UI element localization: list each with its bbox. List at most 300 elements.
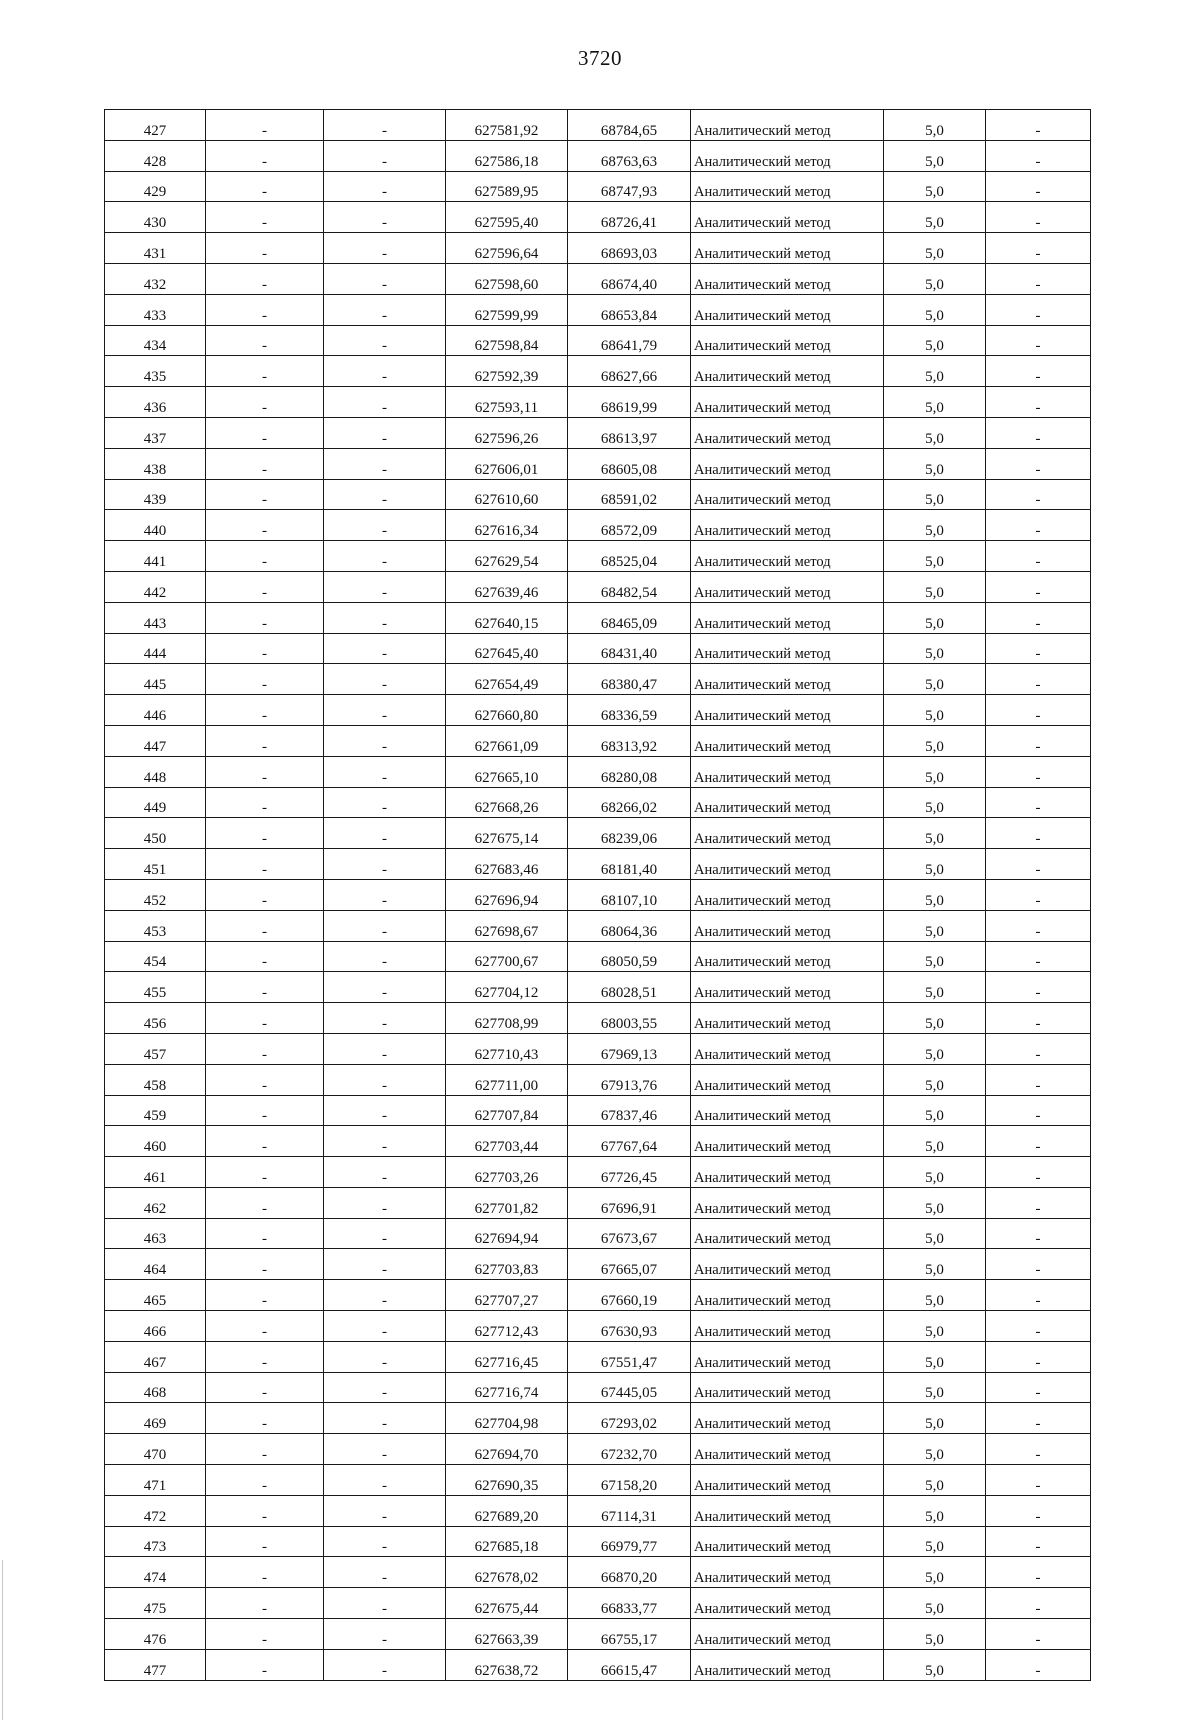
y-coordinate-cell: 68674,40 xyxy=(568,263,691,294)
method-cell: Аналитический метод xyxy=(691,1095,884,1126)
column-2-cell: - xyxy=(206,695,324,726)
accuracy-cell: 5,0 xyxy=(884,1557,986,1588)
x-coordinate-cell: 627616,34 xyxy=(446,510,568,541)
column-8-cell: - xyxy=(986,1465,1091,1496)
method-cell: Аналитический метод xyxy=(691,110,884,141)
column-2-cell: - xyxy=(206,448,324,479)
point-number-cell: 454 xyxy=(105,941,206,972)
x-coordinate-cell: 627663,39 xyxy=(446,1619,568,1650)
table-row xyxy=(105,1003,1091,1034)
accuracy-cell: 5,0 xyxy=(884,1187,986,1218)
method-cell: Аналитический метод xyxy=(691,263,884,294)
point-number-cell: 434 xyxy=(105,325,206,356)
column-2-cell: - xyxy=(206,1649,324,1680)
y-coordinate-cell: 67969,13 xyxy=(568,1033,691,1064)
column-3-cell: - xyxy=(324,510,446,541)
column-3-cell: - xyxy=(324,263,446,294)
accuracy-cell: 5,0 xyxy=(884,818,986,849)
y-coordinate-cell: 67114,31 xyxy=(568,1495,691,1526)
x-coordinate-cell: 627700,67 xyxy=(446,941,568,972)
column-3-cell: - xyxy=(324,1003,446,1034)
column-3-cell: - xyxy=(324,1403,446,1434)
column-2-cell: - xyxy=(206,1465,324,1496)
x-coordinate-cell: 627654,49 xyxy=(446,664,568,695)
table-row xyxy=(105,110,1091,141)
accuracy-cell: 5,0 xyxy=(884,1311,986,1342)
column-2-cell: - xyxy=(206,571,324,602)
table-row xyxy=(105,664,1091,695)
y-coordinate-cell: 68726,41 xyxy=(568,202,691,233)
table-row xyxy=(105,725,1091,756)
y-coordinate-cell: 68181,40 xyxy=(568,849,691,880)
y-coordinate-cell: 68313,92 xyxy=(568,725,691,756)
accuracy-cell: 5,0 xyxy=(884,541,986,572)
column-3-cell: - xyxy=(324,633,446,664)
column-3-cell: - xyxy=(324,541,446,572)
point-number-cell: 450 xyxy=(105,818,206,849)
table-row xyxy=(105,325,1091,356)
y-coordinate-cell: 67660,19 xyxy=(568,1280,691,1311)
y-coordinate-cell: 67837,46 xyxy=(568,1095,691,1126)
point-number-cell: 436 xyxy=(105,387,206,418)
accuracy-cell: 5,0 xyxy=(884,1126,986,1157)
point-number-cell: 458 xyxy=(105,1064,206,1095)
column-2-cell: - xyxy=(206,541,324,572)
column-8-cell: - xyxy=(986,387,1091,418)
column-8-cell: - xyxy=(986,1557,1091,1588)
table-row xyxy=(105,1588,1091,1619)
point-number-cell: 466 xyxy=(105,1311,206,1342)
y-coordinate-cell: 68465,09 xyxy=(568,602,691,633)
column-3-cell: - xyxy=(324,1218,446,1249)
y-coordinate-cell: 68336,59 xyxy=(568,695,691,726)
table-row xyxy=(105,1249,1091,1280)
column-8-cell: - xyxy=(986,879,1091,910)
x-coordinate-cell: 627703,83 xyxy=(446,1249,568,1280)
column-8-cell: - xyxy=(986,1187,1091,1218)
method-cell: Аналитический метод xyxy=(691,1557,884,1588)
point-number-cell: 428 xyxy=(105,140,206,171)
accuracy-cell: 5,0 xyxy=(884,602,986,633)
point-number-cell: 468 xyxy=(105,1372,206,1403)
method-cell: Аналитический метод xyxy=(691,1465,884,1496)
method-cell: Аналитический метод xyxy=(691,356,884,387)
table-row xyxy=(105,1064,1091,1095)
x-coordinate-cell: 627703,44 xyxy=(446,1126,568,1157)
column-8-cell: - xyxy=(986,1434,1091,1465)
accuracy-cell: 5,0 xyxy=(884,1341,986,1372)
point-number-cell: 430 xyxy=(105,202,206,233)
point-number-cell: 467 xyxy=(105,1341,206,1372)
y-coordinate-cell: 68107,10 xyxy=(568,879,691,910)
x-coordinate-cell: 627694,70 xyxy=(446,1434,568,1465)
method-cell: Аналитический метод xyxy=(691,664,884,695)
y-coordinate-cell: 67767,64 xyxy=(568,1126,691,1157)
y-coordinate-cell: 67630,93 xyxy=(568,1311,691,1342)
method-cell: Аналитический метод xyxy=(691,233,884,264)
method-cell: Аналитический метод xyxy=(691,1341,884,1372)
column-8-cell: - xyxy=(986,602,1091,633)
y-coordinate-cell: 68605,08 xyxy=(568,448,691,479)
column-3-cell: - xyxy=(324,571,446,602)
x-coordinate-cell: 627610,60 xyxy=(446,479,568,510)
point-number-cell: 431 xyxy=(105,233,206,264)
column-8-cell: - xyxy=(986,1218,1091,1249)
point-number-cell: 433 xyxy=(105,294,206,325)
y-coordinate-cell: 68627,66 xyxy=(568,356,691,387)
y-coordinate-cell: 68266,02 xyxy=(568,787,691,818)
accuracy-cell: 5,0 xyxy=(884,1033,986,1064)
column-8-cell: - xyxy=(986,263,1091,294)
method-cell: Аналитический метод xyxy=(691,1157,884,1188)
table-row xyxy=(105,510,1091,541)
accuracy-cell: 5,0 xyxy=(884,849,986,880)
table-row xyxy=(105,1557,1091,1588)
method-cell: Аналитический метод xyxy=(691,972,884,1003)
x-coordinate-cell: 627704,12 xyxy=(446,972,568,1003)
column-3-cell: - xyxy=(324,756,446,787)
column-8-cell: - xyxy=(986,725,1091,756)
column-8-cell: - xyxy=(986,1649,1091,1680)
table-row xyxy=(105,294,1091,325)
y-coordinate-cell: 67696,91 xyxy=(568,1187,691,1218)
method-cell: Аналитический метод xyxy=(691,725,884,756)
x-coordinate-cell: 627675,14 xyxy=(446,818,568,849)
accuracy-cell: 5,0 xyxy=(884,356,986,387)
y-coordinate-cell: 68572,09 xyxy=(568,510,691,541)
accuracy-cell: 5,0 xyxy=(884,725,986,756)
column-2-cell: - xyxy=(206,910,324,941)
point-number-cell: 445 xyxy=(105,664,206,695)
x-coordinate-cell: 627593,11 xyxy=(446,387,568,418)
column-3-cell: - xyxy=(324,910,446,941)
column-3-cell: - xyxy=(324,818,446,849)
column-2-cell: - xyxy=(206,1126,324,1157)
point-number-cell: 471 xyxy=(105,1465,206,1496)
table-row xyxy=(105,633,1091,664)
table-row xyxy=(105,571,1091,602)
x-coordinate-cell: 627707,84 xyxy=(446,1095,568,1126)
point-number-cell: 476 xyxy=(105,1619,206,1650)
point-number-cell: 442 xyxy=(105,571,206,602)
table-row xyxy=(105,1126,1091,1157)
method-cell: Аналитический метод xyxy=(691,818,884,849)
y-coordinate-cell: 66755,17 xyxy=(568,1619,691,1650)
accuracy-cell: 5,0 xyxy=(884,1249,986,1280)
column-2-cell: - xyxy=(206,110,324,141)
y-coordinate-cell: 67673,67 xyxy=(568,1218,691,1249)
table-row xyxy=(105,1218,1091,1249)
column-8-cell: - xyxy=(986,1033,1091,1064)
column-8-cell: - xyxy=(986,633,1091,664)
accuracy-cell: 5,0 xyxy=(884,202,986,233)
method-cell: Аналитический метод xyxy=(691,1218,884,1249)
accuracy-cell: 5,0 xyxy=(884,263,986,294)
column-2-cell: - xyxy=(206,787,324,818)
column-3-cell: - xyxy=(324,1465,446,1496)
point-number-cell: 470 xyxy=(105,1434,206,1465)
x-coordinate-cell: 627678,02 xyxy=(446,1557,568,1588)
column-8-cell: - xyxy=(986,140,1091,171)
point-number-cell: 429 xyxy=(105,171,206,202)
column-3-cell: - xyxy=(324,325,446,356)
column-3-cell: - xyxy=(324,1311,446,1342)
y-coordinate-cell: 68482,54 xyxy=(568,571,691,602)
method-cell: Аналитический метод xyxy=(691,1003,884,1034)
x-coordinate-cell: 627690,35 xyxy=(446,1465,568,1496)
accuracy-cell: 5,0 xyxy=(884,1495,986,1526)
accuracy-cell: 5,0 xyxy=(884,695,986,726)
y-coordinate-cell: 68525,04 xyxy=(568,541,691,572)
column-3-cell: - xyxy=(324,602,446,633)
y-coordinate-cell: 68380,47 xyxy=(568,664,691,695)
column-3-cell: - xyxy=(324,1557,446,1588)
point-number-cell: 432 xyxy=(105,263,206,294)
point-number-cell: 463 xyxy=(105,1218,206,1249)
column-8-cell: - xyxy=(986,1495,1091,1526)
column-3-cell: - xyxy=(324,1033,446,1064)
column-8-cell: - xyxy=(986,202,1091,233)
column-3-cell: - xyxy=(324,1526,446,1557)
x-coordinate-cell: 627683,46 xyxy=(446,849,568,880)
method-cell: Аналитический метод xyxy=(691,140,884,171)
page-number: 3720 xyxy=(578,46,622,70)
column-2-cell: - xyxy=(206,1157,324,1188)
accuracy-cell: 5,0 xyxy=(884,1280,986,1311)
column-2-cell: - xyxy=(206,1403,324,1434)
point-number-cell: 461 xyxy=(105,1157,206,1188)
column-8-cell: - xyxy=(986,325,1091,356)
x-coordinate-cell: 627645,40 xyxy=(446,633,568,664)
method-cell: Аналитический метод xyxy=(691,510,884,541)
y-coordinate-cell: 68064,36 xyxy=(568,910,691,941)
column-3-cell: - xyxy=(324,1064,446,1095)
accuracy-cell: 5,0 xyxy=(884,1157,986,1188)
point-number-cell: 457 xyxy=(105,1033,206,1064)
method-cell: Аналитический метод xyxy=(691,1311,884,1342)
column-3-cell: - xyxy=(324,1280,446,1311)
method-cell: Аналитический метод xyxy=(691,1495,884,1526)
accuracy-cell: 5,0 xyxy=(884,325,986,356)
point-number-cell: 439 xyxy=(105,479,206,510)
x-coordinate-cell: 627710,43 xyxy=(446,1033,568,1064)
column-3-cell: - xyxy=(324,387,446,418)
method-cell: Аналитический метод xyxy=(691,1372,884,1403)
point-number-cell: 448 xyxy=(105,756,206,787)
table-row xyxy=(105,1311,1091,1342)
method-cell: Аналитический метод xyxy=(691,941,884,972)
method-cell: Аналитический метод xyxy=(691,171,884,202)
column-2-cell: - xyxy=(206,1003,324,1034)
column-2-cell: - xyxy=(206,725,324,756)
column-3-cell: - xyxy=(324,849,446,880)
column-3-cell: - xyxy=(324,1649,446,1680)
table-row xyxy=(105,1372,1091,1403)
accuracy-cell: 5,0 xyxy=(884,110,986,141)
x-coordinate-cell: 627596,64 xyxy=(446,233,568,264)
column-3-cell: - xyxy=(324,1126,446,1157)
method-cell: Аналитический метод xyxy=(691,1588,884,1619)
y-coordinate-cell: 68239,06 xyxy=(568,818,691,849)
column-2-cell: - xyxy=(206,602,324,633)
point-number-cell: 440 xyxy=(105,510,206,541)
column-8-cell: - xyxy=(986,910,1091,941)
column-2-cell: - xyxy=(206,479,324,510)
point-number-cell: 459 xyxy=(105,1095,206,1126)
y-coordinate-cell: 68028,51 xyxy=(568,972,691,1003)
point-number-cell: 464 xyxy=(105,1249,206,1280)
method-cell: Аналитический метод xyxy=(691,633,884,664)
y-coordinate-cell: 66833,77 xyxy=(568,1588,691,1619)
column-8-cell: - xyxy=(986,510,1091,541)
x-coordinate-cell: 627660,80 xyxy=(446,695,568,726)
column-2-cell: - xyxy=(206,818,324,849)
table-row xyxy=(105,1341,1091,1372)
column-8-cell: - xyxy=(986,417,1091,448)
column-2-cell: - xyxy=(206,941,324,972)
x-coordinate-cell: 627596,26 xyxy=(446,417,568,448)
y-coordinate-cell: 68613,97 xyxy=(568,417,691,448)
point-number-cell: 472 xyxy=(105,1495,206,1526)
method-cell: Аналитический метод xyxy=(691,849,884,880)
x-coordinate-cell: 627704,98 xyxy=(446,1403,568,1434)
point-number-cell: 452 xyxy=(105,879,206,910)
column-8-cell: - xyxy=(986,1280,1091,1311)
column-2-cell: - xyxy=(206,1033,324,1064)
accuracy-cell: 5,0 xyxy=(884,1588,986,1619)
y-coordinate-cell: 66870,20 xyxy=(568,1557,691,1588)
method-cell: Аналитический метод xyxy=(691,417,884,448)
column-8-cell: - xyxy=(986,171,1091,202)
column-8-cell: - xyxy=(986,1403,1091,1434)
column-3-cell: - xyxy=(324,941,446,972)
method-cell: Аналитический метод xyxy=(691,541,884,572)
accuracy-cell: 5,0 xyxy=(884,664,986,695)
table-row xyxy=(105,1495,1091,1526)
column-3-cell: - xyxy=(324,1249,446,1280)
y-coordinate-cell: 68784,65 xyxy=(568,110,691,141)
point-number-cell: 462 xyxy=(105,1187,206,1218)
table-row xyxy=(105,941,1091,972)
accuracy-cell: 5,0 xyxy=(884,879,986,910)
table-row xyxy=(105,356,1091,387)
column-2-cell: - xyxy=(206,879,324,910)
method-cell: Аналитический метод xyxy=(691,1434,884,1465)
accuracy-cell: 5,0 xyxy=(884,633,986,664)
point-number-cell: 453 xyxy=(105,910,206,941)
x-coordinate-cell: 627685,18 xyxy=(446,1526,568,1557)
x-coordinate-cell: 627661,09 xyxy=(446,725,568,756)
coordinates-table xyxy=(104,109,1091,1681)
column-3-cell: - xyxy=(324,1619,446,1650)
point-number-cell: 437 xyxy=(105,417,206,448)
column-8-cell: - xyxy=(986,1003,1091,1034)
method-cell: Аналитический метод xyxy=(691,479,884,510)
column-2-cell: - xyxy=(206,1064,324,1095)
column-2-cell: - xyxy=(206,633,324,664)
x-coordinate-cell: 627595,40 xyxy=(446,202,568,233)
x-coordinate-cell: 627665,10 xyxy=(446,756,568,787)
method-cell: Аналитический метод xyxy=(691,910,884,941)
y-coordinate-cell: 68763,63 xyxy=(568,140,691,171)
table-row xyxy=(105,171,1091,202)
column-2-cell: - xyxy=(206,356,324,387)
column-3-cell: - xyxy=(324,1341,446,1372)
table-row xyxy=(105,417,1091,448)
y-coordinate-cell: 68050,59 xyxy=(568,941,691,972)
point-number-cell: 444 xyxy=(105,633,206,664)
y-coordinate-cell: 68280,08 xyxy=(568,756,691,787)
column-8-cell: - xyxy=(986,849,1091,880)
column-2-cell: - xyxy=(206,1218,324,1249)
column-8-cell: - xyxy=(986,818,1091,849)
column-3-cell: - xyxy=(324,1187,446,1218)
accuracy-cell: 5,0 xyxy=(884,294,986,325)
accuracy-cell: 5,0 xyxy=(884,1095,986,1126)
column-3-cell: - xyxy=(324,879,446,910)
column-2-cell: - xyxy=(206,263,324,294)
point-number-cell: 449 xyxy=(105,787,206,818)
point-number-cell: 469 xyxy=(105,1403,206,1434)
accuracy-cell: 5,0 xyxy=(884,1619,986,1650)
column-3-cell: - xyxy=(324,1495,446,1526)
point-number-cell: 455 xyxy=(105,972,206,1003)
x-coordinate-cell: 627707,27 xyxy=(446,1280,568,1311)
column-2-cell: - xyxy=(206,1311,324,1342)
x-coordinate-cell: 627712,43 xyxy=(446,1311,568,1342)
column-3-cell: - xyxy=(324,1372,446,1403)
table-row xyxy=(105,233,1091,264)
accuracy-cell: 5,0 xyxy=(884,941,986,972)
column-8-cell: - xyxy=(986,1588,1091,1619)
table-row xyxy=(105,695,1091,726)
table-row xyxy=(105,541,1091,572)
x-coordinate-cell: 627701,82 xyxy=(446,1187,568,1218)
column-3-cell: - xyxy=(324,1095,446,1126)
column-8-cell: - xyxy=(986,233,1091,264)
method-cell: Аналитический метод xyxy=(691,1064,884,1095)
x-coordinate-cell: 627586,18 xyxy=(446,140,568,171)
accuracy-cell: 5,0 xyxy=(884,756,986,787)
point-number-cell: 443 xyxy=(105,602,206,633)
column-3-cell: - xyxy=(324,140,446,171)
column-8-cell: - xyxy=(986,1619,1091,1650)
column-8-cell: - xyxy=(986,941,1091,972)
column-8-cell: - xyxy=(986,448,1091,479)
point-number-cell: 477 xyxy=(105,1649,206,1680)
y-coordinate-cell: 67232,70 xyxy=(568,1434,691,1465)
accuracy-cell: 5,0 xyxy=(884,510,986,541)
point-number-cell: 441 xyxy=(105,541,206,572)
column-2-cell: - xyxy=(206,510,324,541)
column-2-cell: - xyxy=(206,664,324,695)
accuracy-cell: 5,0 xyxy=(884,387,986,418)
y-coordinate-cell: 68747,93 xyxy=(568,171,691,202)
column-2-cell: - xyxy=(206,233,324,264)
point-number-cell: 474 xyxy=(105,1557,206,1588)
table-row xyxy=(105,1649,1091,1680)
x-coordinate-cell: 627638,72 xyxy=(446,1649,568,1680)
table-row xyxy=(105,479,1091,510)
y-coordinate-cell: 68003,55 xyxy=(568,1003,691,1034)
method-cell: Аналитический метод xyxy=(691,1649,884,1680)
table-row xyxy=(105,1619,1091,1650)
column-2-cell: - xyxy=(206,849,324,880)
column-8-cell: - xyxy=(986,1526,1091,1557)
column-2-cell: - xyxy=(206,1619,324,1650)
column-2-cell: - xyxy=(206,202,324,233)
column-2-cell: - xyxy=(206,1557,324,1588)
